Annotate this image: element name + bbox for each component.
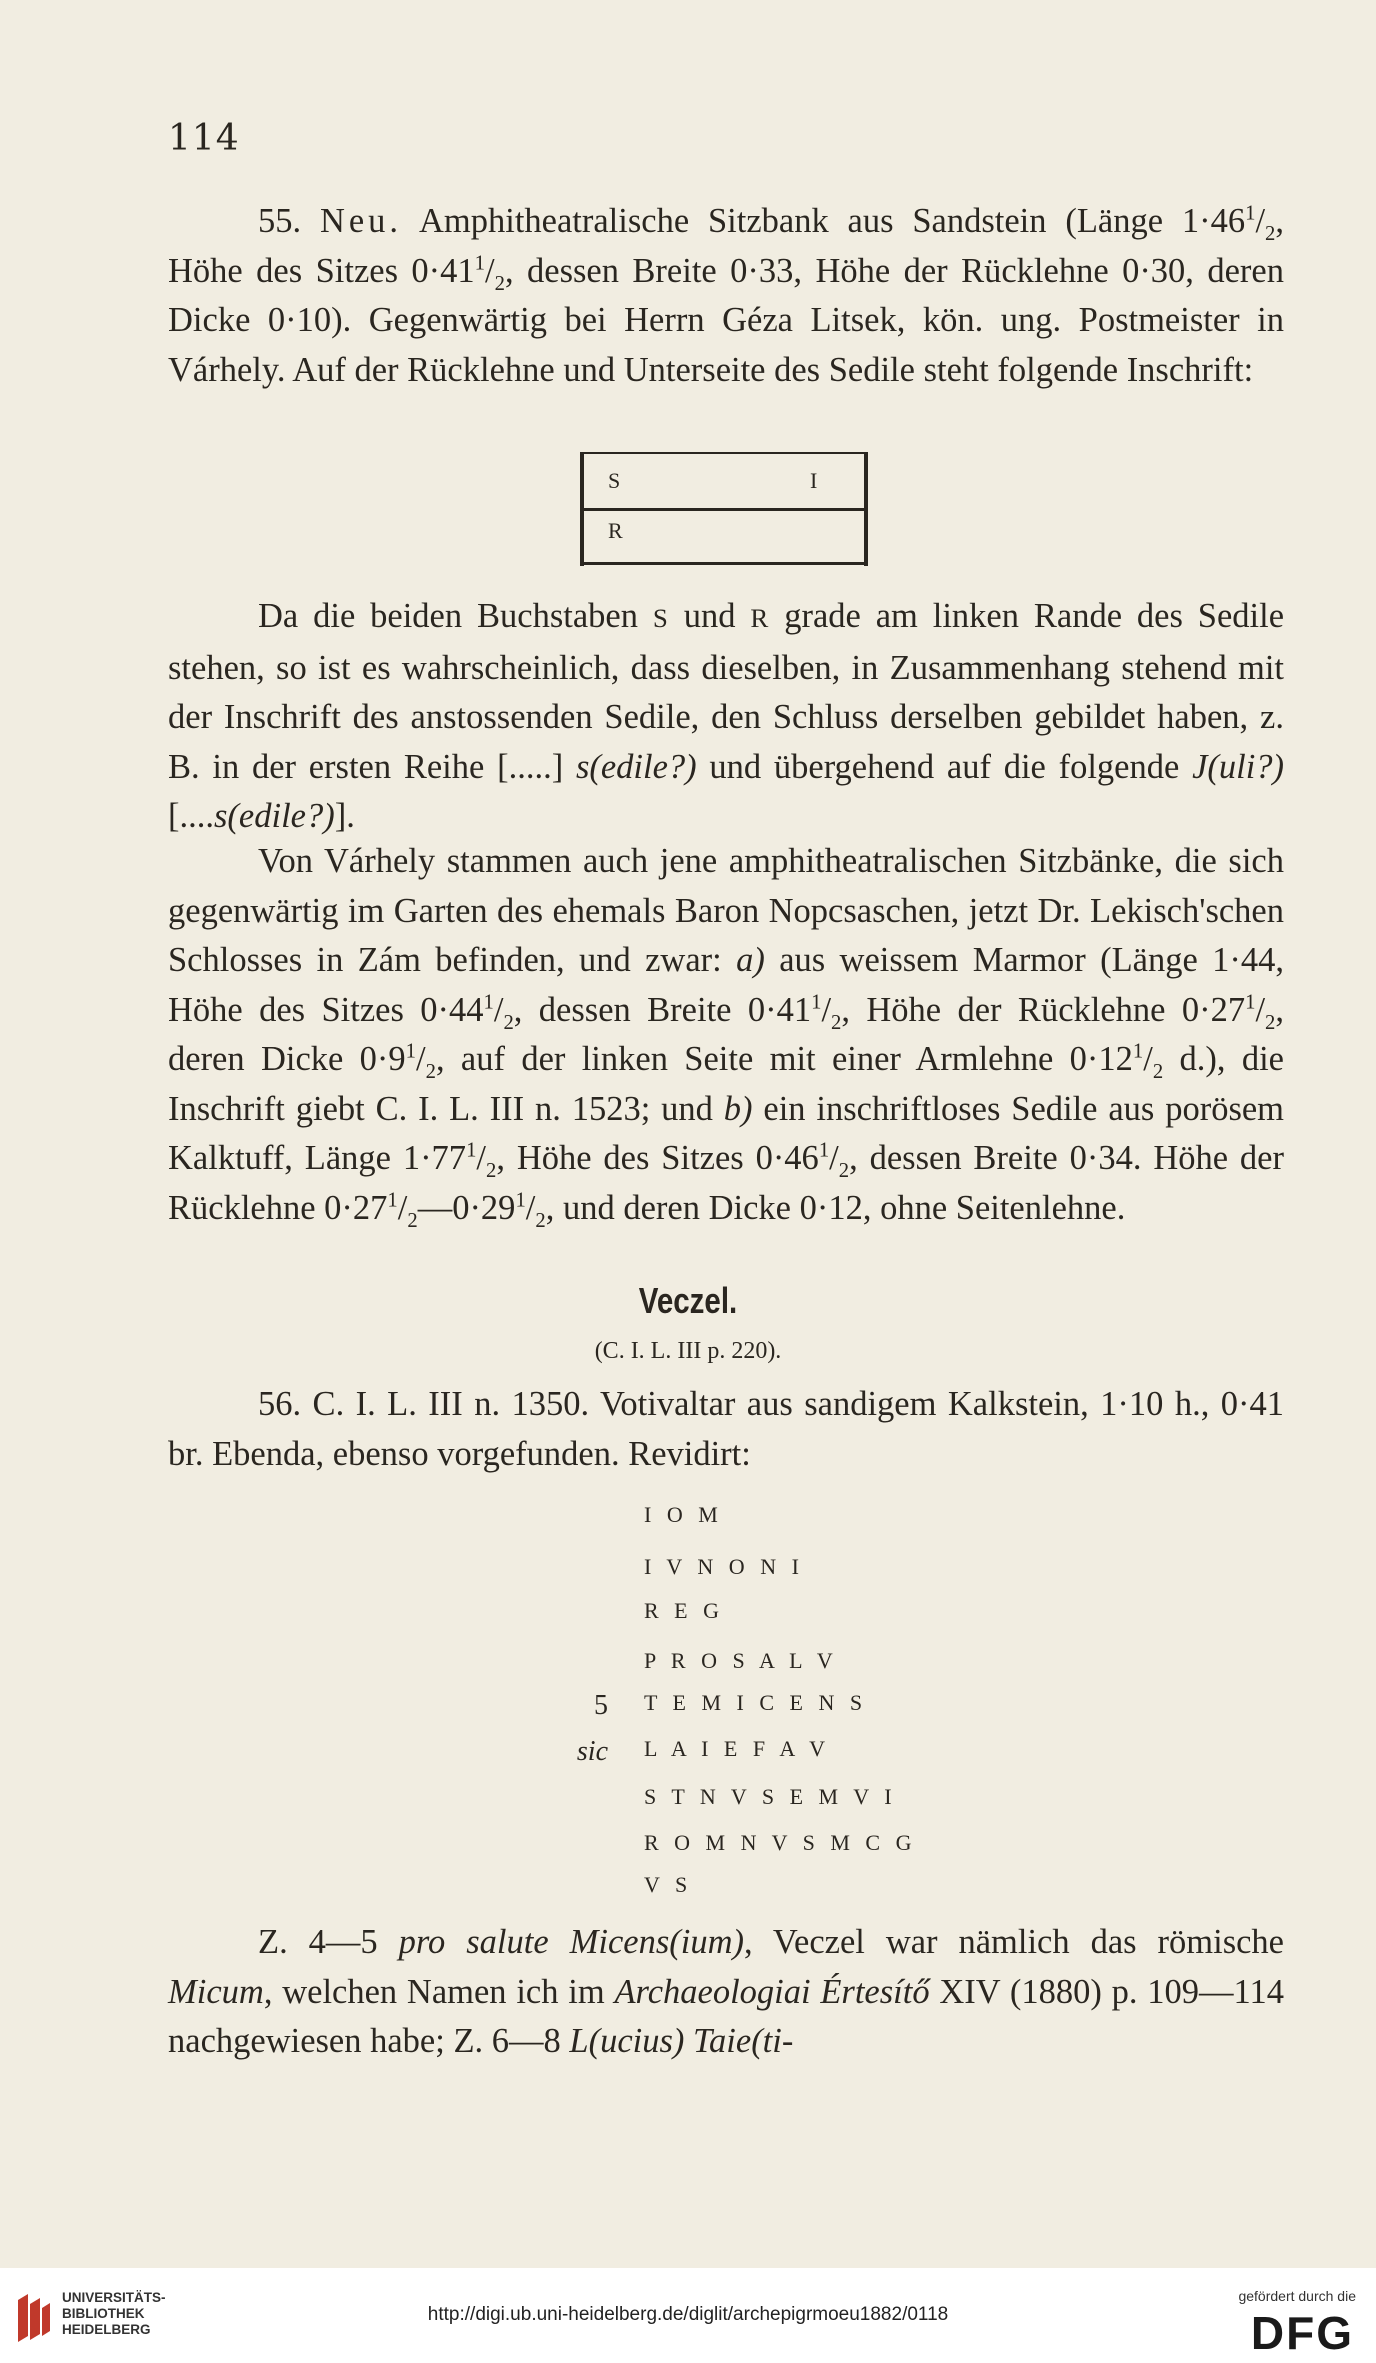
- page-number: 114: [168, 118, 240, 159]
- inscription-box: [580, 452, 868, 566]
- section-heading: Veczel.: [638, 1280, 738, 1321]
- paragraph-55: 55. Neu. Amphitheatralische Sitzbank aus Sandstein (Länge $1\cdot 46^1/_2$, Höhe des Sitzes $0\cdot 41^1/_2$, dessen Breite 0·33, Höhe der Rücklehne 0·30, deren Dicke 0·10). Gegenwärtig bei Herrn Géza Litsek, kön. ung. Postmeister in Várhely. Auf der Rücklehne und Unterseite des Sedile steht folgende Inschrift:: [168, 202, 1284, 389]
- section-subheading: (C. I. L. III p. 220).: [594, 1338, 782, 1364]
- paragraph-commentary: Z. 4—5 pro salute Micens(ium), Veczel war nämlich das römische Micum, welchen Namen ich im Archaeologiai Értesítő XIV (1880) p. 109—114 nachgewiesen habe; Z. 6—8 L(ucius) Taie(ti-: [168, 1923, 1284, 2060]
- box-letter-i: I: [810, 468, 818, 493]
- university-name: UNIVERSITÄTS- BIBLIOTHEK HEIDELBERG: [62, 2290, 166, 2337]
- source-url-link[interactable]: http://digi.ub.uni-heidelberg.de/diglit/archepigrmoeu1882/0118: [427, 2304, 949, 2325]
- paragraph-varhely: Von Várhely stammen auch jene amphitheatralischen Sitzbänke, die sich gegenwärtig im Garten des ehemals Baron Nopcsaschen, jetzt Dr. Lekisch'schen Schlosses in Zám befinden, und zwar: a) aus weissem Marmor (Länge 1·44, Höhe des Sitzes $0\cdot 44^1/_2$, dessen Breite $0\cdot 41^1/_2$, Höhe der Rücklehne $0\cdot 27^1/_2$, deren Dicke $0\cdot 9^1/_2$, auf der linken Seite mit einer Armlehne $0\cdot 12^1/_2$ d.), die Inschrift giebt C. I. L. III n. 1523; und b) ein inschriftloses Sedile aus porösem Kalktuff, Länge $1\cdot 77^1/_2$, Höhe des Sitzes $0\cdot 46^1/_2$, dessen Breite 0·34. Höhe der Rücklehne $0\cdot 27^1/_2—0\cdot 29^1/_2$, und deren Dicke 0·12, ohne Seitenlehne.: [168, 842, 1285, 1232]
- box-letter-s: S: [608, 468, 621, 493]
- name-neu: Neu.: [319, 202, 403, 240]
- funded-by-label: gefördert durch die: [1238, 2288, 1356, 2304]
- dfg-logo: DFG: [1250, 2307, 1354, 2359]
- paragraph-letters: Da die beiden Buchstaben S und R grade am linken Rande des Sedile stehen, so ist es wahrscheinlich, dass dieselben, in Zusammenhang stehend mit der Inschrift des anstossenden Sedile, den Schluss derselben gebildet haben, z. B. in der ersten Reihe [.....] s(edile?) und übergehend auf die folgende J(uli?) [....s(edile?)].: [168, 597, 1285, 835]
- box-letter-r: R: [608, 518, 623, 543]
- paragraph-56: 56. C. I. L. III n. 1350. Votivaltar aus sandigem Kalkstein, 1·10 h., 0·41 br. Ebenda, ebenso vorgefunden. Revidirt:: [168, 1385, 1284, 1473]
- footer-bar: [0, 2268, 1376, 2363]
